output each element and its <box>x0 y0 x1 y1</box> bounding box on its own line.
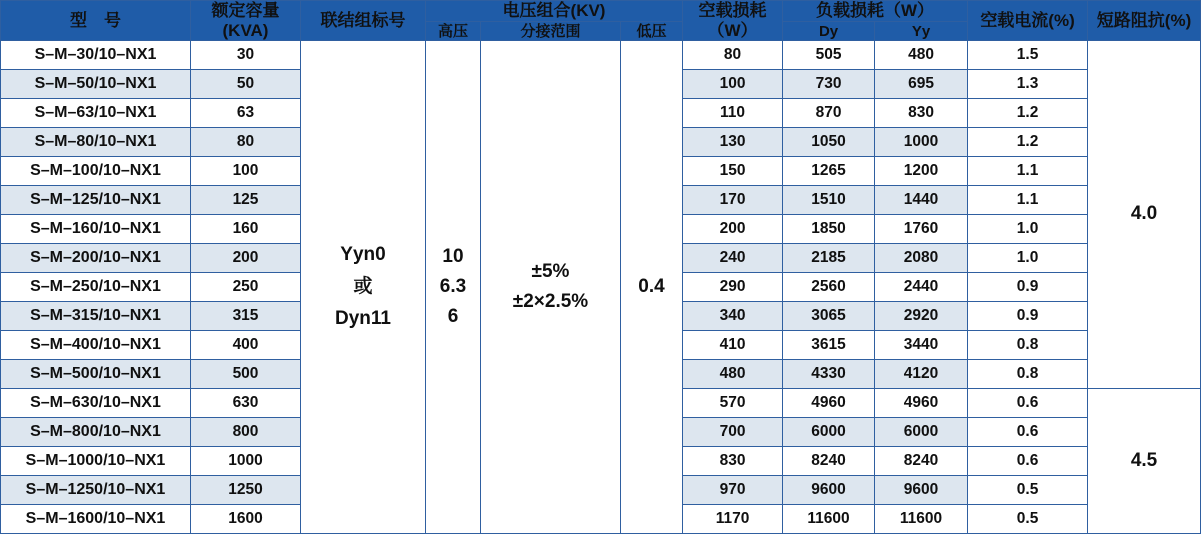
cell-model: S–M–200/10–NX1 <box>1 244 191 273</box>
cell-capacity: 400 <box>191 331 301 360</box>
cell-no-load-current: 0.5 <box>968 476 1088 505</box>
cell-capacity: 630 <box>191 389 301 418</box>
hv-line1: 10 <box>442 245 464 267</box>
cell-no-load-loss: 570 <box>683 389 783 418</box>
cell-impedance-bottom: 4.5 <box>1088 389 1201 534</box>
cell-hv <box>426 41 481 534</box>
cell-model: S–M–160/10–NX1 <box>1 215 191 244</box>
cell-capacity: 100 <box>191 157 301 186</box>
cell-yy: 480 <box>875 41 968 70</box>
hv-line3: 6 <box>447 306 459 328</box>
cell-model: S–M–63/10–NX1 <box>1 99 191 128</box>
cell-no-load-loss: 150 <box>683 157 783 186</box>
header-model: 型 号 <box>1 1 191 41</box>
table-row <box>1 41 1201 70</box>
cell-model: S–M–100/10–NX1 <box>1 157 191 186</box>
cell-capacity: 125 <box>191 186 301 215</box>
cell-model: S–M–30/10–NX1 <box>1 41 191 70</box>
cell-dy: 505 <box>783 41 875 70</box>
cell-lv: 0.4 <box>621 41 683 534</box>
connection-group-line1: Yyn0 <box>340 243 386 265</box>
cell-no-load-current: 1.0 <box>968 215 1088 244</box>
cell-no-load-loss: 970 <box>683 476 783 505</box>
cell-yy: 4120 <box>875 360 968 389</box>
cell-dy: 1050 <box>783 128 875 157</box>
connection-group-line2: 或 <box>353 275 373 297</box>
cell-yy: 2440 <box>875 273 968 302</box>
cell-no-load-current: 1.0 <box>968 244 1088 273</box>
cell-dy: 1265 <box>783 157 875 186</box>
cell-no-load-current: 0.5 <box>968 505 1088 534</box>
cell-yy: 3440 <box>875 331 968 360</box>
header-load-loss-yy: Yy <box>875 22 968 41</box>
cell-capacity: 315 <box>191 302 301 331</box>
cell-no-load-loss: 700 <box>683 418 783 447</box>
header-no-load-loss <box>683 1 783 41</box>
cell-model: S–M–500/10–NX1 <box>1 360 191 389</box>
tap-line1: ±5% <box>531 260 570 282</box>
cell-no-load-loss: 830 <box>683 447 783 476</box>
cell-dy: 2560 <box>783 273 875 302</box>
header-rated-capacity-line1: 额定容量 <box>211 1 280 20</box>
cell-yy: 6000 <box>875 418 968 447</box>
cell-capacity: 160 <box>191 215 301 244</box>
cell-model: S–M–800/10–NX1 <box>1 418 191 447</box>
cell-dy: 3615 <box>783 331 875 360</box>
header-connection-group: 联结组标号 <box>301 1 426 41</box>
cell-yy: 1000 <box>875 128 968 157</box>
cell-model: S–M–630/10–NX1 <box>1 389 191 418</box>
cell-no-load-current: 0.6 <box>968 389 1088 418</box>
header-hv: 高压 <box>426 22 481 41</box>
cell-no-load-loss: 100 <box>683 70 783 99</box>
cell-no-load-loss: 240 <box>683 244 783 273</box>
tap-line2: ±2×2.5% <box>512 291 589 313</box>
cell-capacity: 63 <box>191 99 301 128</box>
cell-dy: 3065 <box>783 302 875 331</box>
cell-no-load-current: 0.8 <box>968 360 1088 389</box>
cell-no-load-current: 0.8 <box>968 331 1088 360</box>
cell-yy: 8240 <box>875 447 968 476</box>
cell-dy: 2185 <box>783 244 875 273</box>
cell-capacity: 1250 <box>191 476 301 505</box>
cell-no-load-current: 0.9 <box>968 273 1088 302</box>
cell-model: S–M–50/10–NX1 <box>1 70 191 99</box>
header-no-load-loss-line1: 空载损耗 <box>698 1 767 20</box>
cell-no-load-loss: 340 <box>683 302 783 331</box>
header-no-load-current: 空载电流(%) <box>968 1 1088 41</box>
cell-model: S–M–400/10–NX1 <box>1 331 191 360</box>
table-header <box>1 1 1201 41</box>
cell-yy: 695 <box>875 70 968 99</box>
cell-model: S–M–80/10–NX1 <box>1 128 191 157</box>
cell-capacity: 800 <box>191 418 301 447</box>
cell-model: S–M–1000/10–NX1 <box>1 447 191 476</box>
cell-dy: 11600 <box>783 505 875 534</box>
cell-model: S–M–1600/10–NX1 <box>1 505 191 534</box>
header-rated-capacity-line2: (KVA) <box>222 20 269 40</box>
connection-group-line3: Dyn11 <box>335 308 391 330</box>
cell-yy: 1440 <box>875 186 968 215</box>
cell-no-load-current: 1.3 <box>968 70 1088 99</box>
cell-model: S–M–1250/10–NX1 <box>1 476 191 505</box>
cell-yy: 830 <box>875 99 968 128</box>
cell-yy: 11600 <box>875 505 968 534</box>
cell-no-load-loss: 200 <box>683 215 783 244</box>
cell-yy: 1200 <box>875 157 968 186</box>
header-short-circuit-impedance: 短路阻抗(%) <box>1088 1 1201 41</box>
cell-dy: 9600 <box>783 476 875 505</box>
cell-no-load-loss: 480 <box>683 360 783 389</box>
cell-no-load-loss: 290 <box>683 273 783 302</box>
cell-yy: 2080 <box>875 244 968 273</box>
cell-dy: 8240 <box>783 447 875 476</box>
header-load-loss: 负载损耗（W） <box>783 1 968 22</box>
header-load-loss-dy: Dy <box>783 22 875 41</box>
cell-no-load-current: 0.6 <box>968 447 1088 476</box>
cell-capacity: 250 <box>191 273 301 302</box>
cell-dy: 4330 <box>783 360 875 389</box>
header-rated-capacity <box>191 1 301 41</box>
cell-no-load-current: 1.5 <box>968 41 1088 70</box>
cell-dy: 870 <box>783 99 875 128</box>
hv-line2: 6.3 <box>439 275 467 297</box>
cell-dy: 1850 <box>783 215 875 244</box>
cell-no-load-loss: 110 <box>683 99 783 128</box>
cell-capacity: 80 <box>191 128 301 157</box>
cell-no-load-loss: 170 <box>683 186 783 215</box>
cell-model: S–M–315/10–NX1 <box>1 302 191 331</box>
cell-no-load-current: 0.6 <box>968 418 1088 447</box>
cell-yy: 2920 <box>875 302 968 331</box>
cell-model: S–M–250/10–NX1 <box>1 273 191 302</box>
cell-no-load-current: 1.2 <box>968 99 1088 128</box>
cell-capacity: 1000 <box>191 447 301 476</box>
cell-connection-group <box>301 41 426 534</box>
cell-capacity: 30 <box>191 41 301 70</box>
cell-no-load-loss: 1170 <box>683 505 783 534</box>
cell-tap-range <box>481 41 621 534</box>
cell-yy: 9600 <box>875 476 968 505</box>
cell-capacity: 500 <box>191 360 301 389</box>
cell-no-load-current: 1.1 <box>968 157 1088 186</box>
header-lv: 低压 <box>621 22 683 41</box>
cell-capacity: 50 <box>191 70 301 99</box>
cell-no-load-current: 1.2 <box>968 128 1088 157</box>
cell-capacity: 1600 <box>191 505 301 534</box>
cell-impedance-top: 4.0 <box>1088 41 1201 389</box>
cell-capacity: 200 <box>191 244 301 273</box>
cell-no-load-loss: 410 <box>683 331 783 360</box>
cell-dy: 1510 <box>783 186 875 215</box>
cell-no-load-loss: 130 <box>683 128 783 157</box>
cell-dy: 6000 <box>783 418 875 447</box>
cell-dy: 730 <box>783 70 875 99</box>
header-voltage-combination: 电压组合(KV) <box>426 1 683 22</box>
cell-no-load-loss: 80 <box>683 41 783 70</box>
cell-yy: 4960 <box>875 389 968 418</box>
cell-no-load-current: 0.9 <box>968 302 1088 331</box>
header-tap-range: 分接范围 <box>481 22 621 41</box>
cell-dy: 4960 <box>783 389 875 418</box>
cell-model: S–M–125/10–NX1 <box>1 186 191 215</box>
cell-yy: 1760 <box>875 215 968 244</box>
header-no-load-loss-line2: （W） <box>707 20 758 40</box>
cell-no-load-current: 1.1 <box>968 186 1088 215</box>
table-body <box>1 41 1201 534</box>
header-row-1 <box>1 1 1201 22</box>
